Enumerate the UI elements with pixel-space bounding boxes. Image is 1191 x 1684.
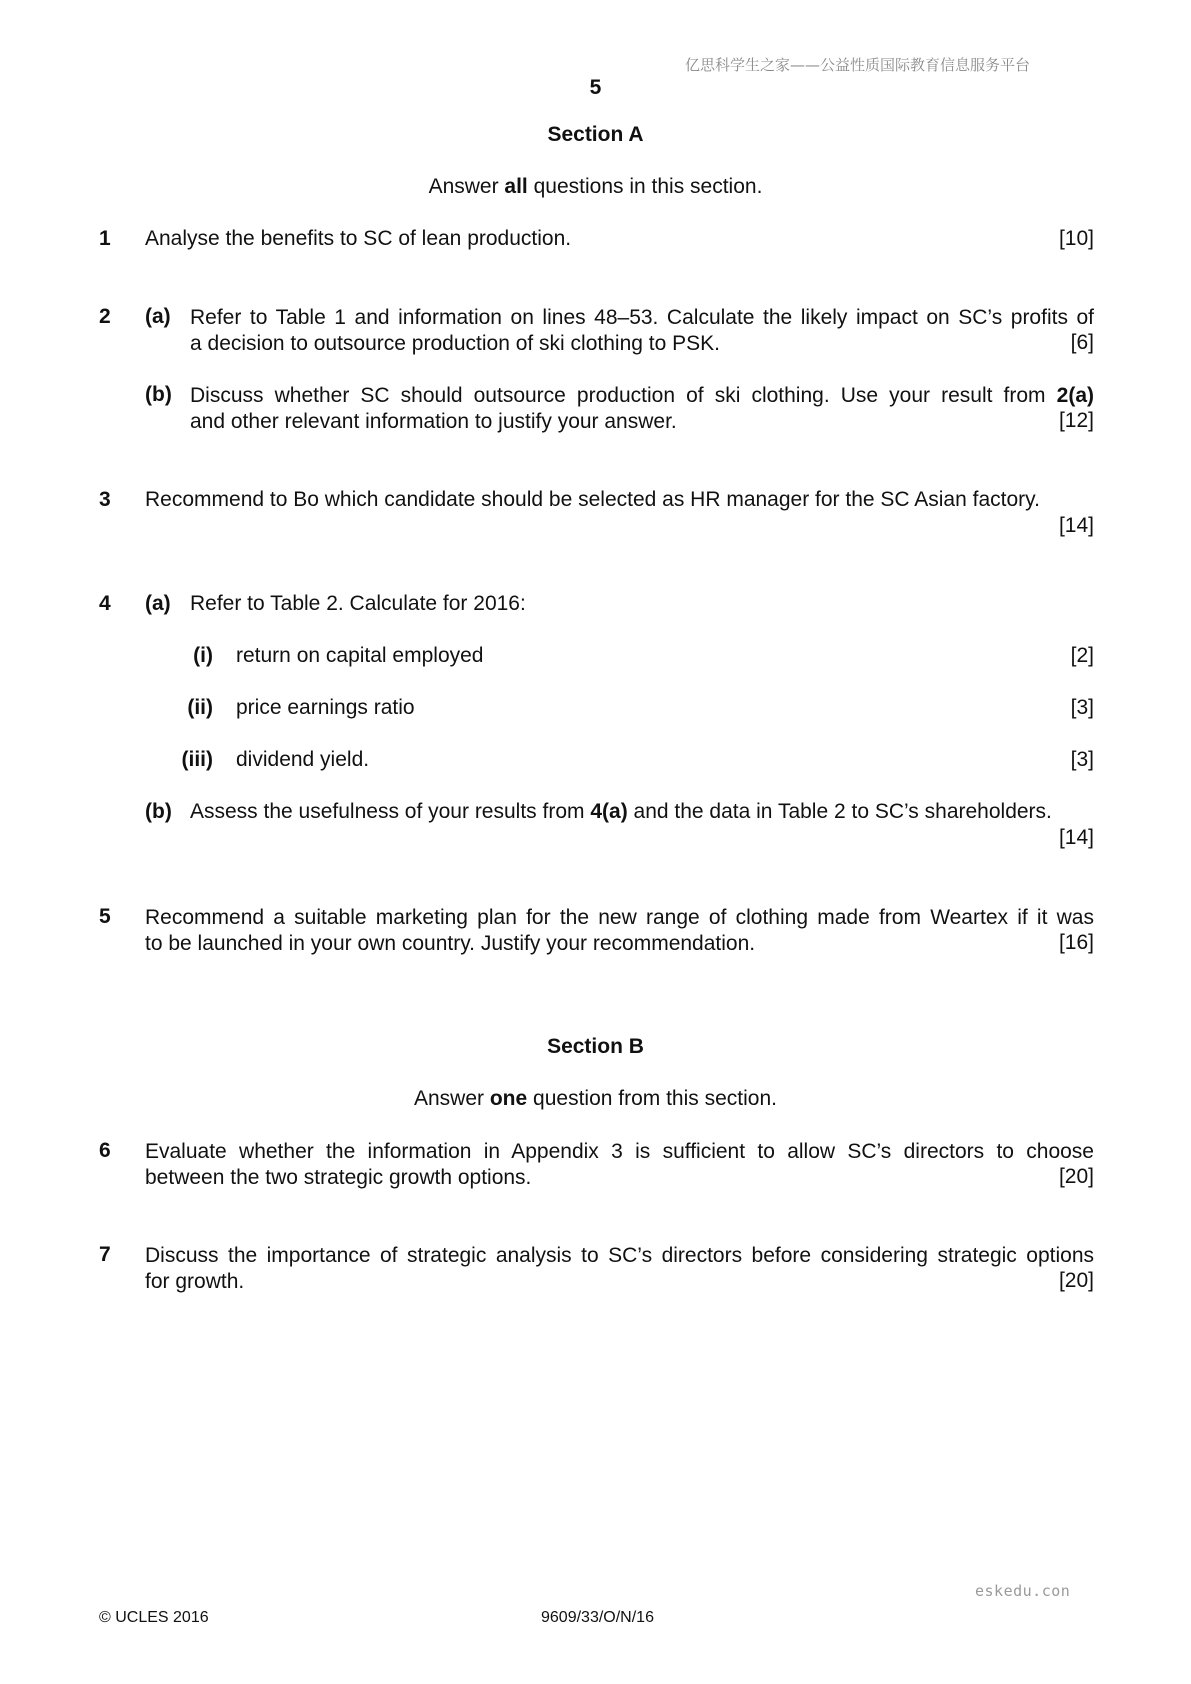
question-6-line-2: between the two strategic growth options. (145, 1166, 532, 1189)
question-2a-line-1: Refer to Table 1 and information on lines 48–53. Calculate the likely impact on SC’s profits of (190, 306, 1094, 329)
question-7-text (145, 1243, 1094, 1295)
page-number: 5 (589, 76, 602, 99)
question-7-line-2: for growth. (145, 1270, 245, 1293)
question-6-line-1: Evaluate whether the information in Appendix 3 is sufficient to allow SC’s directors to choose (145, 1140, 1094, 1163)
instruction-text: Answer (414, 1087, 490, 1110)
question-4a-ii-marks: [3] (1070, 696, 1094, 719)
question-3-number: 3 (99, 488, 111, 511)
question-4b-marks: [14] (1058, 826, 1094, 849)
question-2b-reference: 2(a) (1056, 384, 1094, 407)
question-4b-label: (b) (145, 800, 172, 823)
question-6-marks: [20] (1058, 1165, 1094, 1188)
question-7-number: 7 (99, 1243, 111, 1266)
question-2a-line-2: a decision to outsource production of ski clothing to PSK. (190, 332, 720, 355)
question-4a-i-label: (i) (193, 644, 213, 667)
question-4b-reference: 4(a) (590, 800, 628, 823)
section-a-heading: Section A (547, 123, 644, 146)
question-7-line-1: Discuss the importance of strategic analysis to SC’s directors before considering strategic options (145, 1244, 1094, 1267)
question-4b-text-start: Assess the usefulness of your results from (190, 800, 591, 823)
question-3-marks: [14] (1058, 514, 1094, 537)
question-5-marks: [16] (1058, 931, 1094, 954)
question-1-text: Analyse the benefits to SC of lean production. (145, 227, 572, 250)
footer-copyright: © UCLES 2016 (99, 1609, 209, 1626)
question-6-text (145, 1139, 1094, 1191)
question-2a-text (190, 305, 1094, 357)
question-4a-i-text: return on capital employed (236, 644, 484, 667)
question-4-number: 4 (99, 592, 111, 615)
question-4a-ii-text: price earnings ratio (236, 696, 415, 719)
instruction-text: question from this section. (527, 1087, 777, 1110)
question-5-line-1: Recommend a suitable marketing plan for the new range of clothing made from Weartex if it was (145, 906, 1094, 929)
section-b-instruction (0, 1087, 1191, 1111)
question-3-text: Recommend to Bo which candidate should be selected as HR manager for the SC Asian factory. (145, 488, 1040, 511)
watermark-top: 亿思科学生之家——公益性质国际教育信息服务平台 (685, 56, 1031, 74)
watermark-bottom: eskedu.con (975, 1582, 1071, 1600)
question-5-number: 5 (99, 905, 111, 928)
question-4a-label: (a) (145, 592, 171, 615)
section-b-heading: Section B (547, 1035, 644, 1058)
question-4b-text (190, 800, 1052, 824)
question-5-line-2: to be launched in your own country. Justify your recommendation. (145, 932, 756, 955)
question-4a-ii-label: (ii) (187, 696, 213, 719)
section-a-instruction (0, 175, 1191, 199)
question-4a-iii-label: (iii) (181, 748, 213, 771)
question-2-number: 2 (99, 305, 111, 328)
question-1-number: 1 (99, 227, 111, 250)
question-2b-label: (b) (145, 383, 172, 406)
instruction-text: Answer (428, 175, 505, 198)
question-7-marks: [20] (1058, 1269, 1094, 1292)
question-4a-i-marks: [2] (1070, 644, 1094, 667)
question-4b-text-end: and the data in Table 2 to SC’s shareholders. (627, 800, 1052, 823)
question-1-marks: [10] (1058, 227, 1094, 250)
question-2b-line-1 (190, 383, 1094, 409)
instruction-emphasis: one (489, 1087, 528, 1110)
footer-paper-code: 9609/33/O/N/16 (541, 1609, 654, 1626)
question-2a-label: (a) (145, 305, 171, 328)
question-2b-line-1-text: Discuss whether SC should outsource production of ski clothing. Use your result from (190, 384, 1057, 407)
instruction-emphasis: all (504, 175, 528, 198)
question-6-number: 6 (99, 1139, 111, 1162)
instruction-text: questions in this section. (527, 175, 763, 198)
question-4a-iii-text: dividend yield. (236, 748, 370, 771)
question-4a-text: Refer to Table 2. Calculate for 2016: (190, 592, 526, 615)
question-2b-marks: [12] (1058, 409, 1094, 432)
question-2a-marks: [6] (1070, 331, 1094, 354)
question-5-text (145, 905, 1094, 957)
question-4a-iii-marks: [3] (1070, 748, 1094, 771)
question-2b-line-2: and other relevant information to justify your answer. (190, 410, 677, 433)
question-2b-text (190, 383, 1094, 435)
